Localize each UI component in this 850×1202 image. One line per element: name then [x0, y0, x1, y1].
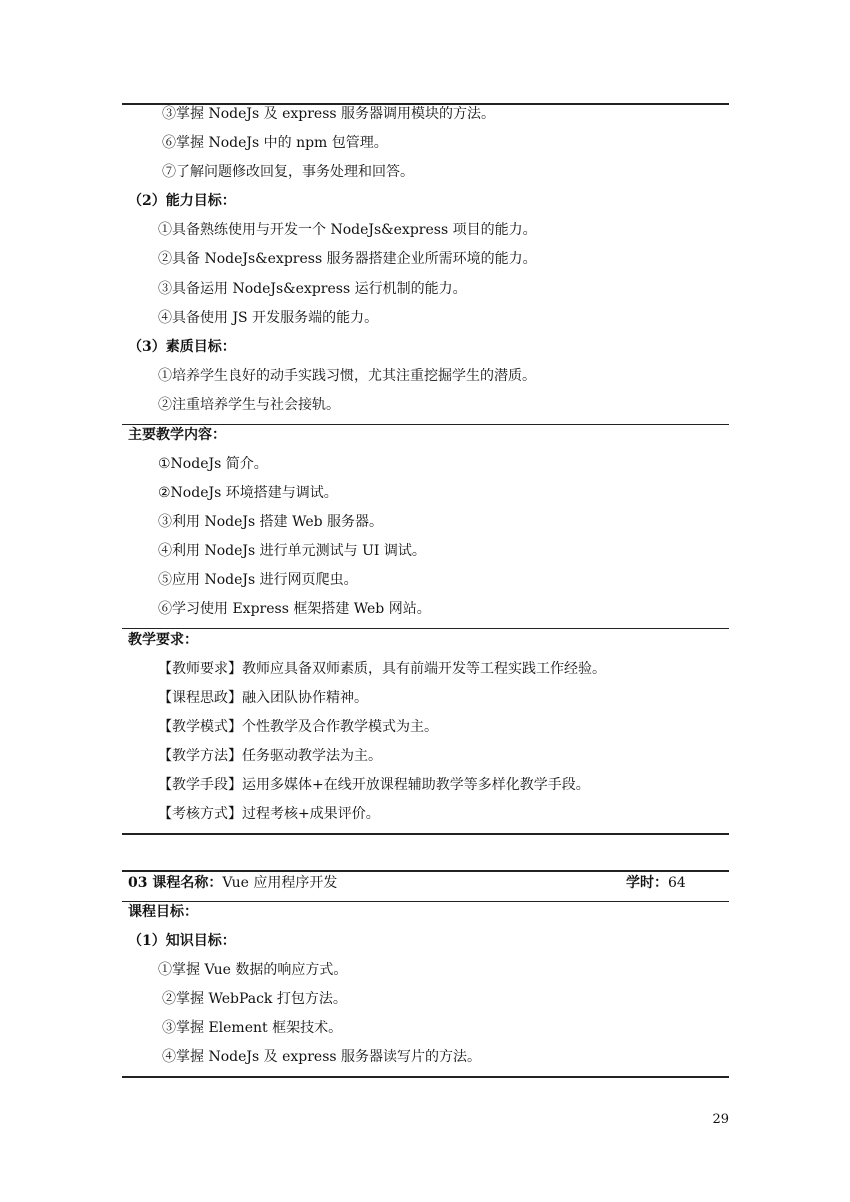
- ability-item-3: ③具备运用 NodeJs&express 运行机制的能力。: [158, 281, 467, 297]
- page-number: 29: [712, 1112, 729, 1127]
- requirement-means: 【教学手段】运用多媒体+在线开放课程辅助教学等多样化教学手段。: [158, 777, 590, 793]
- course-hours: [626, 873, 686, 893]
- content-item-2: ②NodeJs 环境搭建与调试。: [158, 485, 338, 501]
- goals-heading: 课程目标：: [128, 904, 198, 920]
- ability-item-1: ①具备熟练使用与开发一个 NodeJs&express 项目的能力。: [158, 222, 537, 238]
- vue-knowledge-item-4: ④掌握 NodeJs 及 express 服务器读写片的方法。: [162, 1049, 482, 1065]
- course-title-row: [128, 873, 337, 893]
- quality-item-1: ①培养学生良好的动手实践习惯，尤其注重挖掘学生的潜质。: [158, 368, 536, 384]
- row-divider: [122, 901, 729, 902]
- requirement-method: 【教学方法】任务驱动教学法为主。: [158, 748, 382, 764]
- requirement-teacher: 【教师要求】教师应具备双师素质，具有前端开发等工程实践工作经验。: [158, 661, 606, 677]
- vue-knowledge-item-3: ③掌握 Element 框架技术。: [162, 1020, 343, 1036]
- requirement-mode: 【教学模式】个性教学及合作教学模式为主。: [158, 719, 438, 735]
- ability-item-4: ④具备使用 JS 开发服务端的能力。: [158, 310, 379, 326]
- course-name: Vue 应用程序开发: [222, 875, 338, 891]
- quality-item-2: ②注重培养学生与社会接轨。: [158, 397, 340, 413]
- knowledge-item-3: ③掌握 NodeJs 及 express 服务器调用模块的方法。: [162, 106, 496, 122]
- course-name-label: 03 课程名称：: [128, 875, 223, 891]
- knowledge-item-7: ⑦了解问题修改回复，事务处理和回答。: [162, 164, 414, 180]
- table-bottom-rule: [122, 833, 729, 835]
- requirements-heading: 教学要求：: [128, 632, 198, 648]
- requirement-ideology: 【课程思政】融入团队协作精神。: [158, 690, 368, 706]
- row-divider: [122, 628, 729, 629]
- content-item-5: ⑤应用 NodeJs 进行网页爬虫。: [158, 572, 358, 588]
- ability-item-2: ②具备 NodeJs&express 服务器搭建企业所需环境的能力。: [158, 251, 537, 267]
- vue-knowledge-item-2: ②掌握 WebPack 打包方法。: [162, 991, 347, 1007]
- content-heading: 主要教学内容：: [128, 427, 226, 443]
- quality-heading: （3）素质目标：: [128, 339, 236, 355]
- requirement-assessment: 【考核方式】过程考核+成果评价。: [158, 806, 380, 822]
- content-item-3: ③利用 NodeJs 搭建 Web 服务器。: [158, 514, 384, 530]
- hours-value: 64: [668, 875, 686, 891]
- content-item-6: ⑥学习使用 Express 框架搭建 Web 网站。: [158, 601, 431, 617]
- hours-label: 学时：: [626, 875, 668, 891]
- content-item-1: ①NodeJs 简介。: [158, 456, 268, 472]
- knowledge-heading: （1）知识目标：: [128, 933, 236, 949]
- content-item-4: ④利用 NodeJs 进行单元测试与 UI 调试。: [158, 543, 426, 559]
- vue-knowledge-item-1: ①掌握 Vue 数据的响应方式。: [158, 962, 348, 978]
- table2-top-rule: [122, 870, 729, 872]
- table2-bottom-rule: [122, 1076, 729, 1078]
- ability-heading: （2）能力目标：: [128, 193, 236, 209]
- knowledge-item-6: ⑥掌握 NodeJs 中的 npm 包管理。: [162, 135, 388, 151]
